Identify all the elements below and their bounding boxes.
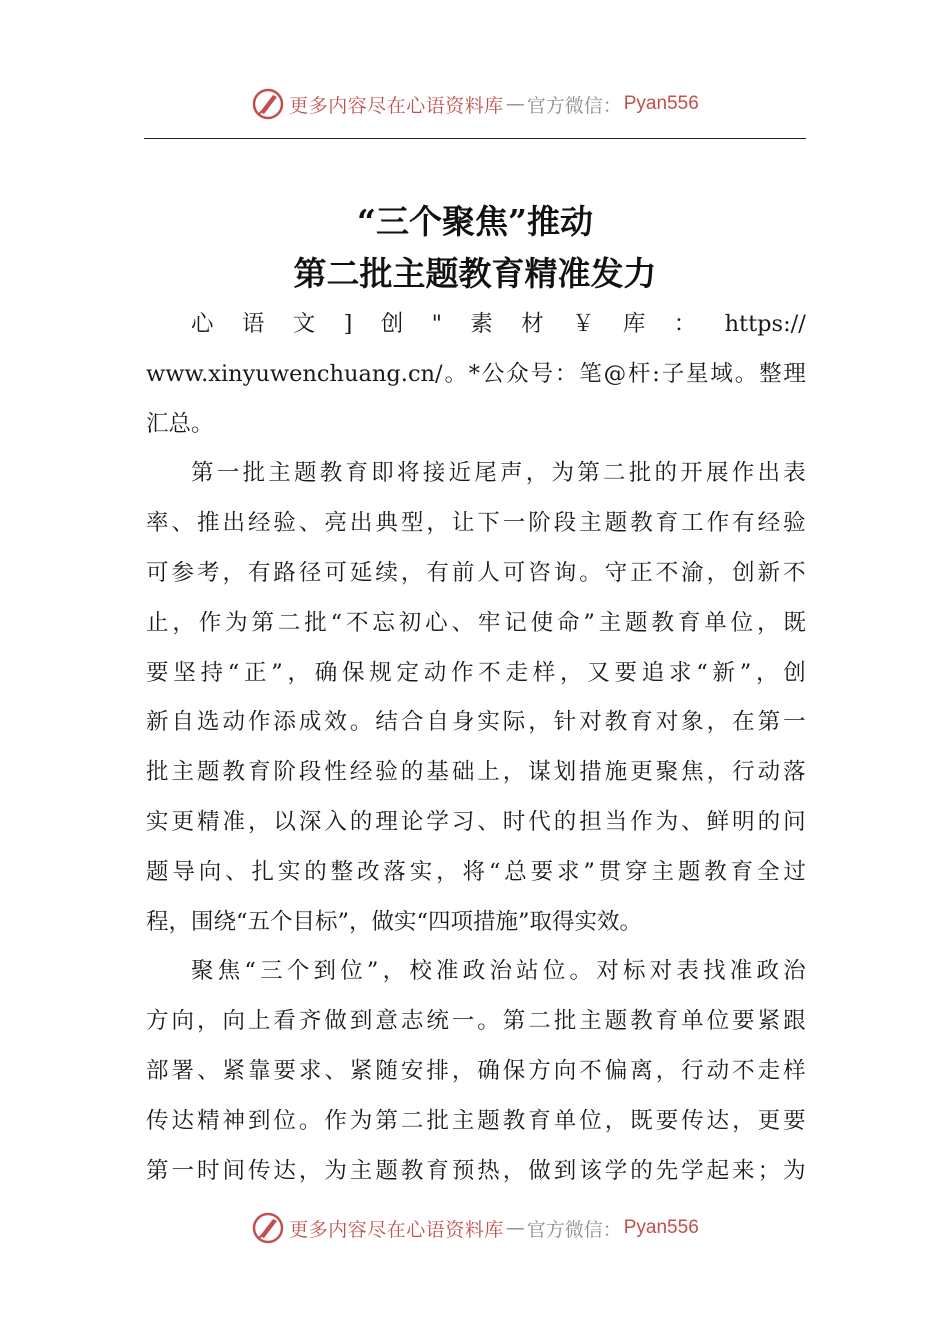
text-line: 率 、 推 出 经 验 、 亮 出 典 型 ， 让 下 一 阶 段 主 题 教 育 工 作 有 经 验 (146, 510, 806, 537)
text-line: 新 自 选 动 作 添 成 效 。 结 合 自 身 实 际 ， 针 对 教 育 对 象 ， 在 第 一 (146, 709, 806, 736)
text-line: 要 坚 持 “ 正 ” ， 确 保 规 定 动 作 不 走 样 ， 又 要 追 求 “ 新 ” ， 创 (146, 659, 806, 686)
text-line: 程，围绕“五个目标”，做实“四项措施”取得实效。 (146, 908, 643, 935)
text-line: 方 向 ， 向 上 看 齐 做 到 意 志 统 一 。 第 二 批 主 题 教 育 单 位 要 紧 跟 (146, 1008, 806, 1035)
text-line: 第 一 批 主 题 教 育 即 将 接 近 尾 声 ， 为 第 二 批 的 开 展 作 出 表 (191, 460, 806, 487)
text-line: 实 更 精 准 ， 以 深 入 的 理 论 学 习 、 时 代 的 担 当 作 为 、 鲜 明 的 问 (146, 808, 806, 835)
banner-wechat-label: 官方微信： (526, 1218, 622, 1241)
text-line: 心 语 文 ] 创 " 素 材 ￥ 库 ： https:// (191, 311, 806, 337)
banner-brand: 更多内容尽在心语资料库 (289, 1218, 504, 1241)
text-line: 传 达 精 神 到 位 。 作 为 第 二 批 主 题 教 育 单 位 ， 既 要 传 达 ， 更 要 (146, 1107, 806, 1134)
document-title-line-2: 第二批主题教育精准发力 (293, 254, 657, 293)
banner-handle: Pyan556 (623, 1217, 699, 1238)
text-line: 题 导 向 、 扎 实 的 整 改 落 实 ， 将 “ 总 要 求 ” 贯 穿 主 题 教 育 全 过 (146, 858, 806, 885)
header-banner (0, 84, 950, 124)
document-body (146, 300, 806, 1196)
banner-dash: — (505, 93, 525, 115)
quill-logo-icon (251, 1211, 285, 1245)
text-line: 可 参 考 ， 有 路 径 可 延 续 ， 有 前 人 可 咨 询 。 守 正 不 渝 ， 创 新 不 (146, 559, 806, 586)
text-line: 批 主 题 教 育 阶 段 性 经 验 的 基 础 上 ， 谋 划 措 施 更 聚 焦 ， 行 动 落 (146, 759, 806, 786)
text-line: 聚 焦 “ 三 个 到 位 ” ， 校 准 政 治 站 位 。 对 标 对 表 找 准 政 治 (191, 958, 806, 985)
banner-brand: 更多内容尽在心语资料库 (289, 94, 504, 117)
text-line: www.xinyuwenchuang.cn/ 。 * 公 众 号 ： 笔 @ 杆 : 子 星 域 。 整 理 (146, 360, 806, 387)
banner-handle: Pyan556 (623, 93, 699, 114)
text-line: 部 署 、 紧 靠 要 求 、 紧 随 安 排 ， 确 保 方 向 不 偏 离 ， 行 动 不 走 样 (146, 1057, 806, 1084)
text-line: 汇总。 (146, 410, 214, 437)
footer-banner (0, 1208, 950, 1248)
header-divider (144, 138, 806, 139)
text-line: 止 ， 作 为 第 二 批 “ 不 忘 初 心 、 牢 记 使 命 ” 主 题 教 育 单 位 ， 既 (146, 609, 806, 636)
text-line: 第 一 时 间 传 达 ， 为 主 题 教 育 预 热 ， 做 到 该 学 的 先 学 起 来 ； 为 (146, 1157, 806, 1184)
banner-dash: — (505, 1217, 525, 1239)
banner-wechat-label: 官方微信： (526, 94, 622, 117)
quill-logo-icon (251, 87, 285, 121)
document-title-line-1: “三个聚焦”推动 (357, 202, 593, 241)
